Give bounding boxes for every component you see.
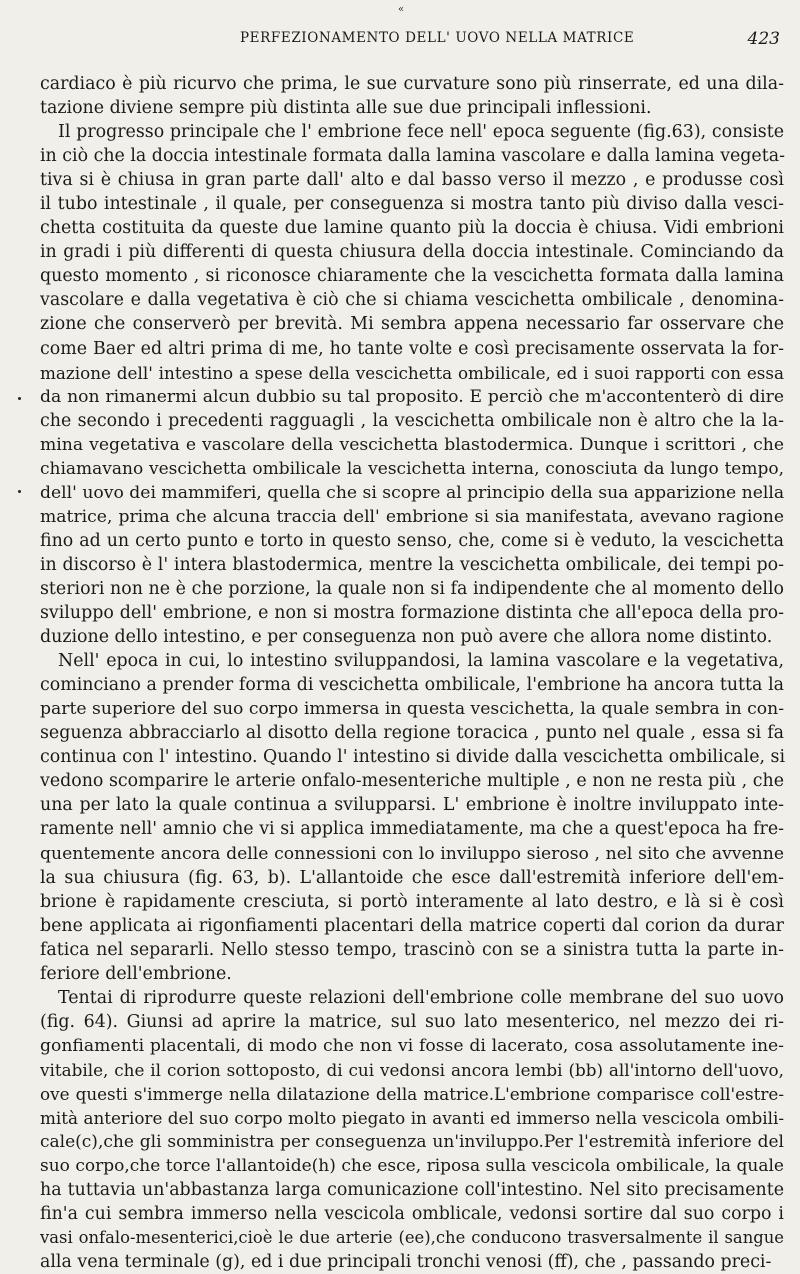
- margin-dot: [18, 490, 21, 493]
- text-line: continua con l' intestino. Quando l' intestino si divide dalla vescichetta ombilicale, si: [40, 747, 786, 768]
- text-line: che secondo i precedenti ragguagli , la vescichetta ombilicale non è altro che la la-: [40, 410, 784, 431]
- text-line: chetta costituita da queste due lamine quanto più la doccia è chiusa. Vidi embrioni: [40, 218, 784, 239]
- page-header: [240, 30, 780, 54]
- text-line: fino ad un certo punto e torto in questo senso, che, come si è veduto, la vescichetta: [40, 530, 784, 551]
- text-line: ramente nell' amnio che vi si applica immediatamente, ma che a quest'epoca ha fre-: [40, 819, 784, 840]
- text-line: fin'a cui sembra immerso nella vescicola omblicale, vedonsi sortire dal suo corpo i: [40, 1204, 784, 1225]
- text-line: in gradi i più differenti di questa chiusura della doccia intestinale. Cominciando da: [40, 242, 784, 263]
- text-line: mina vegetativa e vascolare della vescichetta blastodermica. Dunque i scrittori , che: [40, 434, 784, 455]
- margin-dot: [18, 397, 21, 400]
- text-line: gonfiamenti placentali, di modo che non vi fosse di lacerato, cosa assolutamente ine-: [40, 1035, 784, 1056]
- text-line: alla vena terminale (g), ed i due principali tronchi venosi (ff), che , passando preci-: [40, 1252, 772, 1273]
- text-line: sviluppo dell' embrione, e non si mostra formazione distinta che all'epoca della pro-: [40, 603, 784, 624]
- text-line: ove questi s'immerge nella dilatazione della matrice.L'embrione comparisce coll'estre-: [40, 1083, 784, 1104]
- text-line: suo corpo,che torce l'allantoide(h) che esce, riposa sulla vescicola ombilicale, la quale: [40, 1156, 784, 1177]
- text-line: brione è rapidamente cresciuta, si portò interamente al lato destro, e là si è così: [40, 891, 784, 912]
- text-line: come Baer ed altri prima di me, ho tante volte e così precisamente osservata la for-: [40, 338, 784, 359]
- page-number: 423: [747, 29, 780, 49]
- text-line: Tentai di riprodurre queste relazioni dell'embrione colle membrane del suo uovo: [58, 987, 784, 1008]
- text-line: cominciano a prender forma di vescichetta ombilicale, l'embrione ha ancora tutta la: [40, 675, 784, 696]
- body-text: [40, 72, 784, 1274]
- text-line: (fig. 64). Giunsi ad aprire la matrice, sul suo lato mesenterico, nel mezzo dei ri-: [40, 1011, 784, 1032]
- text-line: mità anteriore del suo corpo molto piegato in avanti ed immerso nella vescicola ombili-: [40, 1108, 784, 1129]
- text-line: duzione dello intestino, e per conseguenza non può avere che allora nome distinto.: [40, 627, 773, 648]
- text-line: vasi onfalo-mesenterici,cioè le due arterie (ee),che conducono trasversalmente il sangue: [40, 1228, 784, 1248]
- text-line: feriore dell'embrione.: [40, 963, 232, 984]
- text-line: questo momento , si riconosce chiaramente che la vescichetta formata dalla lamina: [40, 266, 784, 287]
- text-line: Il progresso principale che l' embrione fece nell' epoca seguente (fig.63), consiste: [58, 122, 784, 143]
- text-line: dell' uovo dei mammiferi, quella che si scopre al principio della sua apparizione nella: [40, 482, 785, 503]
- text-line: tazione diviene sempre più distinta alle sue due principali inflessioni.: [40, 98, 652, 119]
- text-line: mazione dell' intestino a spese della vescichetta ombilicale, ed i suoi rapporti con essa: [40, 362, 784, 383]
- text-line: cardiaco è più ricurvo che prima, le sue curvature sono più rinserrate, ed una dila-: [40, 74, 784, 94]
- text-line: vascolare e dalla vegetativa è ciò che si chiama vescichetta ombilicale , denomina-: [40, 290, 784, 311]
- running-head: PERFEZIONAMENTO DELL' UOVO NELLA MATRICE: [240, 30, 635, 46]
- text-line: chiamavano vescichetta ombilicale la vescichetta interna, conosciuta da lungo tempo,: [40, 458, 784, 479]
- text-line: matrice, prima che alcuna traccia dell' embrione si sia manifestata, avevano ragione: [40, 506, 784, 527]
- text-line: steriori non ne è che porzione, la quale non si fa indipendente che al momento dello: [40, 578, 784, 599]
- text-line: seguenza abbracciarlo al disotto della regione toracica , punto nel quale , essa si fa: [40, 723, 784, 744]
- text-line: cale(c),che gli somministra per conseguenza un'inviluppo.Per l'estremità inferiore del: [40, 1132, 784, 1153]
- text-line: la sua chiusura (fig. 63, b). L'allantoide che esce dall'estremità inferiore dell'em-: [40, 867, 784, 888]
- text-line: vedono scomparire le arterie onfalo-mesenteriche multiple , e non ne resta più , che: [40, 771, 784, 792]
- text-line: in discorso è l' intera blastodermica, mentre la vescichetta ombilicale, dei tempi po-: [40, 554, 784, 575]
- text-line: tiva si è chiusa in gran parte dall' alto e dal basso verso il mezzo , e produsse così: [40, 170, 784, 191]
- text-line: quentemente ancora delle connessioni con lo inviluppo sieroso , nel sito che avvenne: [40, 843, 784, 864]
- text-line: bene applicata ai rigonfiamenti placentari della matrice coperti dal corion da durar: [40, 915, 784, 936]
- top-mark: «: [398, 4, 405, 15]
- text-line: ha tuttavia un'abbastanza larga comunicazione coll'intestino. Nel sito precisamente: [40, 1180, 784, 1201]
- text-line: zione che conserverò per brevità. Mi sembra appena necessario far osservare che: [40, 314, 784, 335]
- text-line: vitabile, che il corion sottoposto, di cui vedonsi ancora lembi (bb) all'intorno dell'uovo,: [40, 1059, 784, 1080]
- text-line: da non rimanermi alcun dubbio su tal proposito. E perciò che m'accontenterò di dire: [40, 386, 784, 407]
- text-line: parte superiore del suo corpo immersa in questa vescichetta, la quale sembra in con-: [40, 699, 784, 720]
- text-line: una per lato la quale continua a svilupparsi. L' embrione è inoltre inviluppato inte-: [40, 795, 784, 816]
- text-line: Nell' epoca in cui, lo intestino sviluppandosi, la lamina vascolare e la vegetativa,: [58, 651, 784, 672]
- text-line: il tubo intestinale , il quale, per conseguenza si mostra tanto più diviso dalla vesci-: [40, 194, 784, 215]
- text-line: fatica nel separarli. Nello stesso tempo, trascinò con se a sinistra tutta la parte in-: [40, 939, 784, 960]
- text-line: in ciò che la doccia intestinale formata dalla lamina vascolare e dalla lamina vegeta-: [40, 146, 785, 167]
